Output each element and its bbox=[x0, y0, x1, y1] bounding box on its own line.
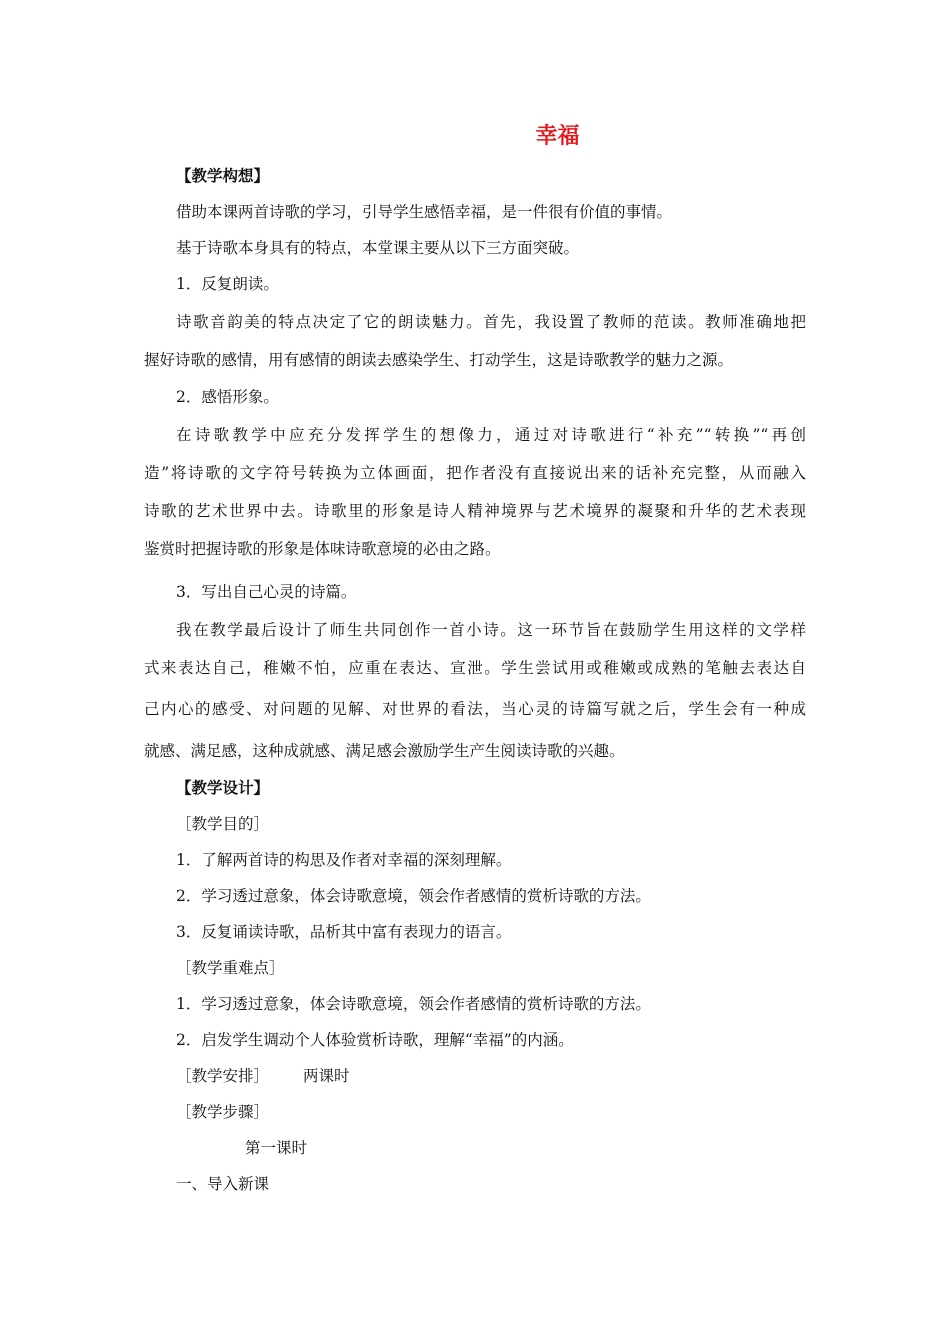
paragraph-line: 式来表达自己，稚嫩不怕，应重在表达、宣泄。学生尝试用或稚嫩或成熟的笔触去表达自 bbox=[144, 659, 806, 677]
page-title: 幸福 bbox=[535, 124, 580, 149]
list-item-heading: 2．感悟形象。 bbox=[176, 388, 279, 406]
paragraph-line: 诗歌音韵美的特点决定了它的朗读魅力。首先，我设置了教师的范读。教师准确地把 bbox=[176, 313, 806, 331]
list-item: 1．了解两首诗的构思及作者对幸福的深刻理解。 bbox=[176, 851, 512, 869]
paragraph-line: 握好诗歌的感情，用有感情的朗读去感染学生、打动学生，这是诗歌教学的魅力之源。 bbox=[144, 351, 734, 369]
arrangement-label: ［教学安排］ bbox=[176, 1067, 270, 1085]
list-item: 2．启发学生调动个人体验赏析诗歌，理解“幸福”的内涵。 bbox=[176, 1031, 574, 1049]
section-heading-concept: 【教学构想】 bbox=[176, 166, 270, 185]
subheading-key-points: ［教学重难点］ bbox=[176, 959, 285, 977]
paragraph-line: 造”将诗歌的文字符号转换为立体画面，把作者没有直接说出来的话补充完整，从而融入 bbox=[144, 464, 806, 482]
subheading-goals: ［教学目的］ bbox=[176, 815, 270, 833]
paragraph-line: 就感、满足感，这种成就感、满足感会激励学生产生阅读诗歌的兴趣。 bbox=[144, 742, 625, 760]
step-heading: 一、导入新课 bbox=[176, 1175, 270, 1193]
list-item-heading: 3．写出自己心灵的诗篇。 bbox=[176, 583, 357, 601]
section-heading-design: 【教学设计】 bbox=[176, 778, 270, 797]
list-item: 1．学习透过意象，体会诗歌意境，领会作者感情的赏析诗歌的方法。 bbox=[176, 995, 651, 1013]
arrangement-value: 两课时 bbox=[303, 1067, 350, 1085]
subheading-arrangement bbox=[176, 1064, 350, 1088]
paragraph-line: 诗歌的艺术世界中去。诗歌里的形象是诗人精神境界与艺术境界的凝聚和升华的艺术表现 bbox=[144, 502, 806, 520]
paragraph-line: 鉴赏时把握诗歌的形象是体味诗歌意境的必由之路。 bbox=[144, 540, 501, 558]
list-item-heading: 1．反复朗读。 bbox=[176, 275, 279, 293]
subheading-steps: ［教学步骤］ bbox=[176, 1103, 270, 1121]
paragraph-line: 我在教学最后设计了师生共同创作一首小诗。这一环节旨在鼓励学生用这样的文学样 bbox=[176, 621, 806, 639]
paragraph: 借助本课两首诗歌的学习，引导学生感悟幸福，是一件很有价值的事情。 bbox=[176, 203, 673, 221]
paragraph-line: 己内心的感受、对问题的见解、对世界的看法，当心灵的诗篇写就之后，学生会有一种成 bbox=[144, 700, 806, 718]
lesson-heading: 第一课时 bbox=[245, 1139, 308, 1157]
list-item: 3．反复诵读诗歌，品析其中富有表现力的语言。 bbox=[176, 923, 512, 941]
list-item: 2．学习透过意象，体会诗歌意境，领会作者感情的赏析诗歌的方法。 bbox=[176, 887, 651, 905]
paragraph: 基于诗歌本身具有的特点，本堂课主要从以下三方面突破。 bbox=[176, 239, 580, 257]
paragraph-line: 在诗歌教学中应充分发挥学生的想像力，通过对诗歌进行“补充”“转换”“再创 bbox=[176, 426, 806, 444]
